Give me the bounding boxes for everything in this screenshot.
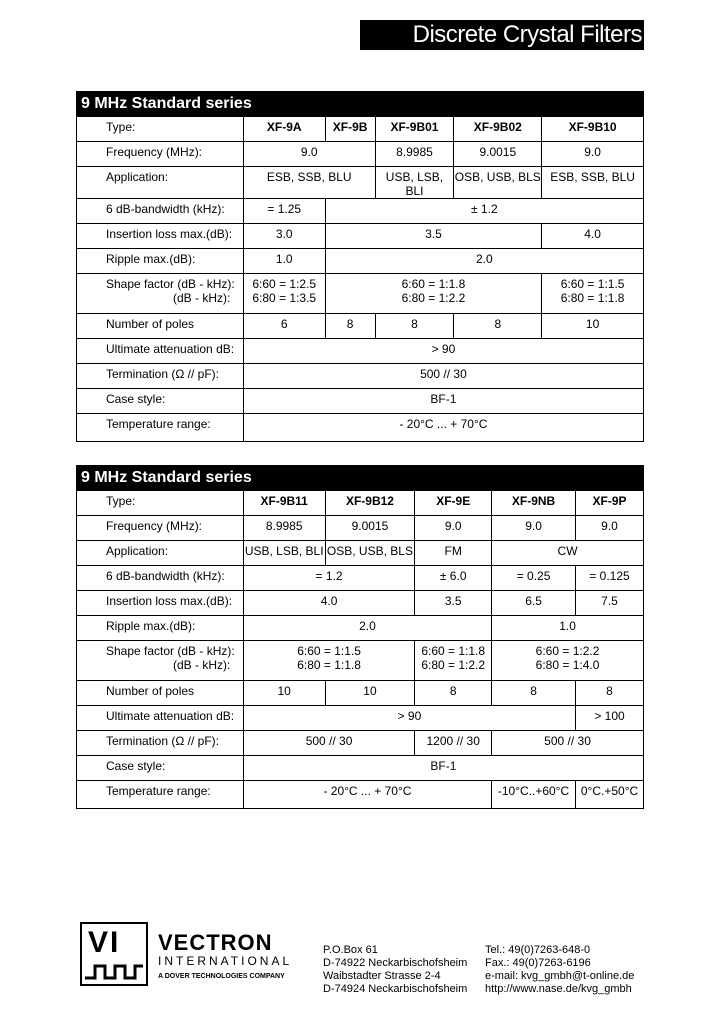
shape-cell [492, 641, 644, 681]
shape-value: 6:60 = 1:1.8 [421, 644, 486, 658]
row-label-shape [77, 641, 244, 681]
row-label-frequency: Frequency (MHz): [77, 516, 244, 541]
shape-value: 6:80 = 1:2.2 [401, 291, 466, 305]
bandwidth-cell: = 0.25 [492, 566, 576, 591]
frequency-cell: 9.0015 [454, 142, 542, 167]
row-label-bandwidth: 6 dB-bandwidth (kHz): [77, 199, 244, 224]
shape-value: 6:60 = 1:2.5 [252, 277, 317, 291]
insertion-cell: 3.5 [325, 224, 542, 249]
address-block [323, 944, 467, 996]
company-tagline: A DOVER TECHNOLOGIES COMPANY [158, 973, 285, 980]
row-label-bandwidth: 6 dB-bandwidth (kHz): [77, 566, 244, 591]
poles-cell: 8 [415, 681, 492, 706]
contact-block [485, 944, 634, 996]
row-label-shape [77, 274, 244, 314]
poles-cell: 6 [243, 314, 325, 339]
row-label-case: Case style: [77, 389, 244, 414]
poles-cell: 10 [542, 314, 644, 339]
row-label-poles: Number of poles [77, 681, 244, 706]
row-label-insertion: Insertion loss max.(dB): [77, 224, 244, 249]
fax: Fax.: 49(0)7263-6196 [485, 957, 591, 969]
termination-cell: 1200 // 30 [415, 731, 492, 756]
shape-value: 6:60 = 1:1.8 [401, 277, 466, 291]
vectron-logo [80, 922, 148, 986]
application-cell: FM [415, 541, 492, 566]
shape-value: 6:60 = 1:1.5 [297, 644, 361, 658]
shape-value: 6:80 = 1:1.8 [560, 291, 625, 305]
bandwidth-cell: ± 1.2 [325, 199, 643, 224]
row-label-type: Type: [77, 117, 244, 142]
shape-label-line1: Shape factor (dB - kHz): [106, 644, 235, 658]
shape-cell [542, 274, 644, 314]
type-cell: XF-9NB [492, 491, 576, 516]
poles-cell: 8 [454, 314, 542, 339]
temperature-cell: -10°C..+60°C [492, 781, 576, 809]
frequency-cell: 9.0015 [325, 516, 415, 541]
poles-cell: 8 [375, 314, 454, 339]
poles-cell: 8 [492, 681, 576, 706]
footer [80, 922, 720, 1012]
temperature-cell: - 20°C ... + 70°C [243, 414, 643, 442]
insertion-cell: 7.5 [576, 591, 644, 616]
application-cell: USB, LSB, BLI [243, 541, 325, 566]
company-subtitle: INTERNATIONAL [158, 954, 293, 968]
shape-cell [415, 641, 492, 681]
case-cell: BF-1 [243, 389, 643, 414]
ripple-cell: 1.0 [243, 249, 325, 274]
row-label-type: Type: [77, 491, 244, 516]
square-wave-icon [85, 962, 145, 982]
application-cell: OSB, USB, BLS [325, 541, 415, 566]
logo-mark: VI [88, 926, 121, 959]
type-cell: XF-9P [576, 491, 644, 516]
shape-label-line2: (dB - kHz): [173, 291, 231, 305]
shape-value: 6:80 = 1:4.0 [535, 658, 600, 672]
shape-label-line2: (dB - kHz): [173, 658, 231, 672]
ripple-cell: 1.0 [492, 616, 644, 641]
shape-cell [325, 274, 542, 314]
attenuation-cell: > 90 [243, 706, 575, 731]
table-header: 9 MHz Standard series [77, 92, 644, 117]
frequency-cell: 9.0 [492, 516, 576, 541]
termination-cell: 500 // 30 [243, 731, 415, 756]
shape-cell [243, 641, 415, 681]
frequency-cell: 8.9985 [243, 516, 325, 541]
phone: Tel.: 49(0)7263-648-0 [485, 944, 591, 956]
type-cell: XF-9E [415, 491, 492, 516]
temperature-cell: 0°C.+50°C [576, 781, 644, 809]
shape-cell [243, 274, 325, 314]
temperature-cell: - 20°C ... + 70°C [243, 781, 491, 809]
poles-cell: 8 [576, 681, 644, 706]
row-label-poles: Number of poles [77, 314, 244, 339]
row-label-temperature: Temperature range: [77, 414, 244, 442]
row-label-ripple: Ripple max.(dB): [77, 616, 244, 641]
application-cell: USB, LSB, BLI [375, 167, 454, 199]
address-line: D-74924 Neckarbischofsheim [323, 983, 468, 995]
type-cell: XF-9A [243, 117, 325, 142]
type-cell: XF-9B01 [375, 117, 454, 142]
termination-cell: 500 // 30 [492, 731, 644, 756]
type-cell: XF-9B10 [542, 117, 644, 142]
insertion-cell: 3.0 [243, 224, 325, 249]
attenuation-cell: > 90 [243, 339, 643, 364]
row-label-insertion: Insertion loss max.(dB): [77, 591, 244, 616]
shape-value: 6:80 = 1:3.5 [252, 291, 317, 305]
row-label-ripple: Ripple max.(dB): [77, 249, 244, 274]
row-label-case: Case style: [77, 756, 244, 781]
insertion-cell: 4.0 [243, 591, 415, 616]
bandwidth-cell: ± 6.0 [415, 566, 492, 591]
bandwidth-cell: = 1.25 [243, 199, 325, 224]
address-line: Waibstadter Strasse 2-4 [323, 970, 441, 982]
ripple-cell: 2.0 [243, 616, 491, 641]
address-line: D-74922 Neckarbischofsheim [323, 957, 468, 969]
application-cell: OSB, USB, BLS [454, 167, 542, 199]
frequency-cell: 9.0 [576, 516, 644, 541]
shape-value: 6:80 = 1:2.2 [421, 658, 486, 672]
company-name: VECTRON [158, 930, 273, 955]
frequency-cell: 9.0 [415, 516, 492, 541]
application-cell: CW [492, 541, 644, 566]
poles-cell: 10 [325, 681, 415, 706]
poles-cell: 8 [325, 314, 375, 339]
shape-value: 6:80 = 1:1.8 [297, 658, 361, 672]
address-line: P.O.Box 61 [323, 944, 378, 956]
row-label-termination: Termination (Ω // pF): [77, 364, 244, 389]
attenuation-cell: > 100 [576, 706, 644, 731]
website-link[interactable]: http://www.nase.de/kvg_gmbh [485, 983, 632, 995]
case-cell: BF-1 [243, 756, 643, 781]
type-cell: XF-9B11 [243, 491, 325, 516]
table-header: 9 MHz Standard series [77, 466, 644, 491]
application-cell: ESB, SSB, BLU [542, 167, 644, 199]
frequency-cell: 9.0 [542, 142, 644, 167]
spec-table-2 [76, 465, 644, 809]
row-label-attenuation: Ultimate attenuation dB: [77, 706, 244, 731]
type-cell: XF-9B [325, 117, 375, 142]
insertion-cell: 4.0 [542, 224, 644, 249]
shape-value: 6:60 = 1:1.5 [560, 277, 625, 291]
poles-cell: 10 [243, 681, 325, 706]
insertion-cell: 3.5 [415, 591, 492, 616]
termination-cell: 500 // 30 [243, 364, 643, 389]
row-label-application: Application: [77, 167, 244, 199]
frequency-cell: 8.9985 [375, 142, 454, 167]
type-cell: XF-9B12 [325, 491, 415, 516]
ripple-cell: 2.0 [325, 249, 643, 274]
row-label-frequency: Frequency (MHz): [77, 142, 244, 167]
insertion-cell: 6.5 [492, 591, 576, 616]
bandwidth-cell: = 1.2 [243, 566, 415, 591]
shape-label-line1: Shape factor (dB - kHz): [106, 277, 235, 291]
email-link[interactable]: e-mail: kvg_gmbh@t-online.de [485, 970, 635, 982]
type-cell: XF-9B02 [454, 117, 542, 142]
shape-value: 6:60 = 1:2.2 [535, 644, 600, 658]
frequency-cell: 9.0 [243, 142, 375, 167]
bandwidth-cell: = 0.125 [576, 566, 644, 591]
row-label-application: Application: [77, 541, 244, 566]
row-label-termination: Termination (Ω // pF): [77, 731, 244, 756]
spec-table-1 [76, 91, 644, 442]
row-label-temperature: Temperature range: [77, 781, 244, 809]
application-cell: ESB, SSB, BLU [243, 167, 375, 199]
page-title: Discrete Crystal Filters [360, 20, 644, 50]
row-label-attenuation: Ultimate attenuation dB: [77, 339, 244, 364]
